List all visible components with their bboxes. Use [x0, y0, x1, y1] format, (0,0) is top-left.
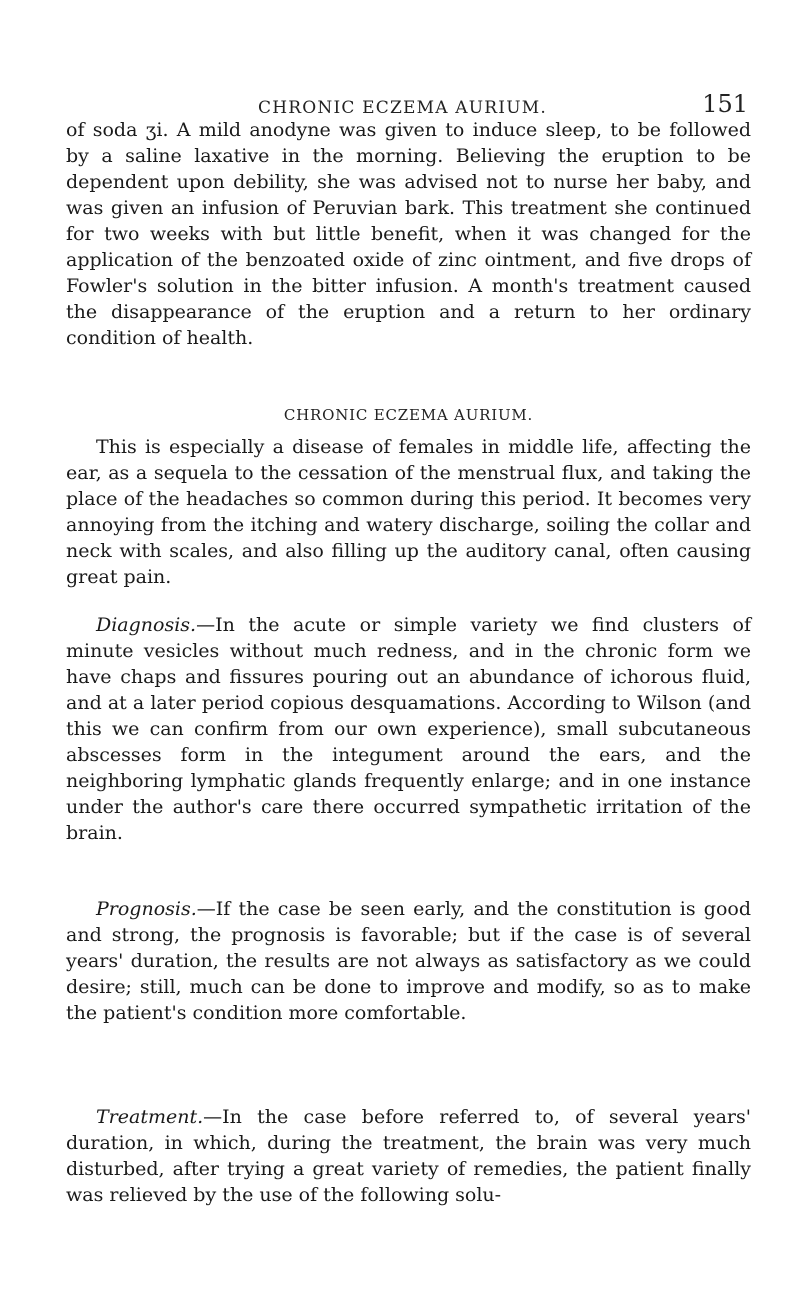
paragraph-treatment	[66, 1104, 751, 1208]
treatment-block	[66, 1104, 751, 1208]
section-body	[66, 434, 751, 590]
treatment-text: —In the case before referred to, of several years' duration, in which, during the treatment, the brain was very much disturbed, after trying a great variety of remedies, the patient finally was relieved by the use of the following solu-	[66, 1106, 751, 1206]
paragraph-continuation: of soda ʒi. A mild anodyne was given to induce sleep, to be followed by a saline laxative in the morning. Believing the eruption to be dependent upon debility, she was advised not to nurse her baby, and was given an infusion of Peruvian bark. This treatment she continued for two weeks with but little benefit, when it was changed for the application of the benzoated oxide of zinc ointment, and five drops of Fowler's solution in the bitter infusion. A month's treatment caused the disappearance of the eruption and a return to her ordinary condition of health.	[66, 119, 751, 349]
prognosis-label: Prognosis.	[96, 898, 197, 920]
prognosis-text: —If the case be seen early, and the constitution is good and strong, the prognosis is favorable; but if the case is of several years' duration, the results are not always as satisfactory as we could desire; still, much can be done to improve and modify, so as to make the patient's condition more comfortable.	[66, 898, 751, 1024]
page-number: 151	[702, 90, 748, 118]
paragraph-description: This is especially a disease of females in middle life, affecting the ear, as a sequela to the cessation of the menstrual flux, and taking the place of the headaches so common during this period. It becomes very annoying from the itching and watery discharge, soiling the collar and neck with scales, and also filling up the auditory canal, often causing great pain.	[66, 436, 751, 588]
paragraph-prognosis	[66, 896, 751, 1026]
paragraph-diagnosis	[66, 612, 751, 846]
section-heading: CHRONIC ECZEMA AURIUM.	[283, 406, 534, 424]
section-chronic-eczema	[66, 402, 751, 428]
diagnosis-text: —In the acute or simple variety we find clusters of minute vesicles without much redness, and in the chronic form we have chaps and fissures pouring out an abundance of ichorous fluid, and at a later period copious desquamations. According to Wilson (and this we can confirm from our own experience), small subcutaneous abscesses form in the integument around the ears, and the neighboring lymphatic glands frequently enlarge; and in one instance under the author's care there occurred sympathetic irritation of the brain.	[66, 614, 751, 844]
running-head: CHRONIC ECZEMA AURIUM.	[258, 98, 547, 118]
diagnosis-label: Diagnosis.	[96, 614, 197, 636]
diagnosis-block	[66, 612, 751, 846]
prognosis-block	[66, 896, 751, 1026]
treatment-label: Treatment.	[96, 1106, 204, 1128]
body-text	[66, 117, 751, 377]
